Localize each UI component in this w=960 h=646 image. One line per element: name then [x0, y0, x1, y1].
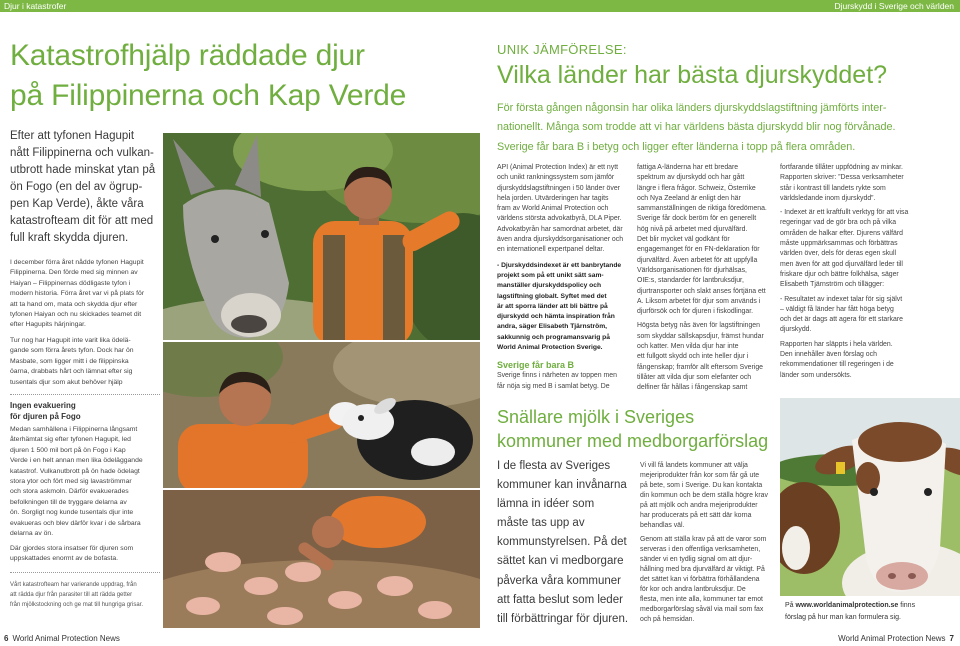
lead-line: I de flesta av Sveriges	[497, 460, 611, 472]
text-line: djurskydd och hämta inspiration från	[497, 313, 615, 321]
text-column-1	[497, 163, 633, 392]
text-line: Rapporten har släppts i hela världen.	[780, 340, 893, 348]
text-line: Vi vill få landets kommuner att välja	[640, 462, 748, 469]
text-line: Elisabeth Tjärnström och tillägger:	[780, 281, 885, 289]
text-line: Det blir mycket väl godkänt för	[637, 236, 730, 244]
dotted-divider	[10, 572, 160, 573]
text-line: även andra djurskyddsorganisationer och	[497, 236, 624, 244]
caption-line: förslag på hur man kan formulera sig.	[785, 614, 901, 621]
website-link[interactable]: www.worldanimalprotection.se	[795, 602, 899, 609]
text-line: Sverige finns i närheten av toppen men	[497, 372, 617, 380]
text-line: Där gjordes stora insatser för djuren som	[10, 545, 134, 552]
text-line: sänder vi en tydlig signal om att djur-	[640, 556, 753, 563]
text-line: djuren 1 500 mil bort på ön Fogo i Kap	[10, 446, 126, 454]
text-line: ett fullgott skydd och inte heller djur i	[637, 353, 749, 361]
cow-photo-caption	[785, 600, 915, 624]
column-paragraph	[780, 208, 955, 290]
text-line: hög nivå på arbetet med djurvälfärd.	[637, 225, 748, 233]
text-line: djurskydd.	[780, 326, 812, 334]
text-line: Rapporten skriver: ”Dessa verksamheter	[780, 174, 904, 182]
text-line: och på hemsidan.	[640, 616, 695, 623]
piglets-photo	[163, 490, 480, 628]
text-line: djurtransporter och slakt anses förtjäna ett	[637, 287, 766, 295]
text-line: lagstiftning globalt. Syftet med det	[497, 292, 607, 300]
text-line: I december förra året nådde tyfonen Hagupit	[10, 259, 144, 266]
page-number: 6	[4, 634, 9, 643]
title-line: Katastrofhjälp räddade djur	[10, 39, 365, 72]
text-line: rekommendationer till regeringen i de	[780, 361, 894, 369]
text-line: tillåter att vilda djur som elefanter och	[637, 373, 752, 381]
text-line: fångenskap; framför allt eftersom Sverige	[637, 363, 764, 371]
photo-caption	[10, 580, 162, 610]
text-line: behandlas väl.	[640, 522, 685, 529]
text-line: stora ytor och fört med sig lavaströmmar	[10, 478, 132, 486]
text-line: medborgarförslag såväl via mail som fax	[640, 606, 764, 613]
text-line: och Nya Zeeland är enligt den här	[637, 194, 741, 202]
caption-line: från mjölkstockning och ge mat till hungriga grisar.	[10, 602, 144, 608]
text-line: efter Hagupits härjningar.	[10, 321, 86, 329]
text-line: – väldigt få länder har fått höga betyg	[780, 305, 894, 313]
text-line: världens största advokatbyrå, DLA Piper.	[497, 215, 622, 223]
text-line: och stora askmoln. Därför evakuerades	[10, 488, 129, 496]
section-label-right: Djurskydd i Sverige och världen	[834, 1, 954, 11]
heading-line: kommuner med medborgarförslag	[497, 431, 769, 451]
text-line: men även för att god djurvälfärd leder till	[780, 260, 903, 268]
text-line: World Animal Protection Sverige.	[497, 344, 603, 352]
publication-name: World Animal Protection News	[838, 634, 946, 643]
text-line: återhämtat sig efter tyfonen Hagupit, led	[10, 436, 131, 444]
text-line: världen över, dels för deras egen skull	[780, 250, 897, 258]
column-paragraph	[640, 461, 776, 531]
text-line: Haiyan – Filippinernas dödligaste tyfon i	[10, 279, 131, 287]
text-line: gande som förra årets tyfon. Dock har ön	[10, 347, 134, 355]
text-line: öarna, drabbats hårt och lämnat efter sig	[10, 368, 133, 376]
text-line: A. Liksom arbetet för djur som används i	[637, 297, 761, 305]
lead-line: kommunstyrelsen. På det	[497, 536, 627, 549]
column-subheading: Sverige får bara B	[497, 360, 575, 371]
text-column-2	[637, 163, 777, 394]
article2-heading	[497, 405, 768, 453]
text-line: tyfonen Haiyan och nu skickades teamet dit	[10, 311, 142, 319]
caption-suffix: finns	[900, 602, 916, 609]
text-line: - Djurskyddsindexet är ett banbrytande	[497, 261, 622, 269]
text-line: står i kontrast till landets rykte som	[780, 184, 886, 192]
text-line: Verde i en helt annan men lika ödeläggande	[10, 457, 143, 465]
text-line: längre i flera frågor. Schweiz, Österrike	[637, 184, 756, 192]
article-intro	[497, 99, 896, 157]
text-line: OIE:s, standarder för lantbruksdjur,	[637, 277, 744, 285]
text-line: har producerats på ett sätt där korna	[640, 512, 752, 519]
text-line: din kommun och be dem ställa högre krav	[640, 492, 768, 499]
text-line: och katter. Men vilda djur har inte	[637, 343, 739, 351]
intro-line: nationellt. Många som trodde att vi har världens bästa djurskydd blir nog förvånade.	[497, 121, 896, 134]
article-heading: Vilka länder har bästa djurskyddet?	[497, 61, 888, 89]
text-line: och det är dags att agera för ett starkare	[780, 316, 903, 324]
text-line: världsledande inom djurskydd”.	[780, 194, 876, 202]
text-line: andra, säger Elisabeth Tjärnström,	[497, 323, 608, 331]
text-line: ön. Sorgligt nog kunde tusentals djur inte	[10, 509, 134, 517]
lead-line: sättet kan vi medborgare	[497, 555, 624, 568]
intro-line: Sverige får bara B i betyg och ligger efter länderna i topp på flera områden.	[497, 140, 856, 153]
title-line: på Filippinerna och Kap Verde	[10, 79, 407, 112]
intro-line: För första gången någonsin har olika länders djurskyddslagstiftning jämförts inter-	[497, 102, 887, 114]
intro-line: Efter att tyfonen Hagupit	[10, 130, 135, 142]
donkey-rescuer-photo	[163, 133, 480, 340]
text-line: API (Animal Protection Index) är ett nytt	[497, 164, 619, 171]
page-footer-left	[4, 634, 120, 644]
text-line: får nöja sig med B i samlat betyg. De	[497, 382, 610, 390]
intro-line: utbrott hade minskat ytan på	[10, 164, 156, 176]
intro-line: katastrofteam dit för att med	[10, 215, 154, 227]
column-paragraph	[637, 163, 777, 317]
section-header-bar	[0, 0, 960, 12]
text-column-3	[780, 163, 955, 381]
text-line: Sverige får dock beröm för en generellt	[637, 215, 757, 223]
column-quote	[497, 261, 633, 354]
column-paragraph	[780, 340, 955, 381]
text-line: fram av World Animal Protection och	[497, 205, 609, 213]
text-line: en internationell expertpanel deltar.	[497, 246, 605, 254]
text-line: regeringar vad de gör bra och på vilka	[780, 219, 897, 227]
text-line: serveras i den offentliga verksamheten,	[640, 546, 761, 553]
text-line: - Resultatet av indexet talar för sig självt	[780, 295, 903, 303]
text-line: som skyddar sällskapsdjur, främst hundar	[637, 332, 764, 340]
text-line: är att sporra länder att bli bättre på	[497, 302, 608, 310]
dotted-divider	[10, 394, 160, 395]
lead-line: påverka våra kommuner	[497, 574, 621, 587]
text-line: på att mjölk och andra mejeriprodukter	[640, 502, 758, 509]
article-intro	[10, 128, 162, 247]
column-paragraph	[497, 371, 633, 392]
text-line: sakkunnig och programansvarig på	[497, 333, 610, 341]
caption-line: att rädda djur från parasiter till att rädda getter	[10, 592, 133, 598]
text-line: Medan samhällena i Filippinerna långsamt	[10, 426, 138, 433]
text-line: för kor och andra lantbruksdjur. De	[640, 586, 746, 593]
caption-prefix: På	[785, 602, 794, 609]
cow-photo	[780, 398, 960, 596]
article-kicker: UNIK JÄMFÖRELSE:	[497, 42, 627, 57]
text-line: engagemanget för en FN-deklaration för	[637, 246, 760, 254]
text-line: djurskyddslagstiftningen i 50 länder över	[497, 184, 620, 192]
text-line: sammanställningen de riktiga föredömena.	[637, 205, 767, 213]
text-line: projekt som på ett unikt sätt sam-	[497, 271, 604, 279]
text-line: Masbate, som ligger mitt i de filippinska	[10, 357, 129, 365]
text-line: mejeriprodukter från kor som får gå ute	[640, 472, 760, 479]
publication-name: World Animal Protection News	[12, 634, 120, 643]
text-line: delfiner får hållas i fångenskap samt	[637, 384, 748, 392]
text-line: modern historia. Förra året var vi på plats för	[10, 290, 145, 298]
text-line: friskare djur och bättre folkhälsa, säger	[780, 270, 899, 278]
heading-line: Snällare mjölk i Sveriges	[497, 407, 695, 427]
body-paragraph-4	[10, 544, 162, 565]
text-line: Genom att ställa krav på att de varor som	[640, 536, 767, 543]
text-line: områden de halkar efter. Djurens välfärd	[780, 229, 903, 237]
text-line: flesta, men inte alla, kommuner tar emot	[640, 596, 763, 603]
lead-line: lämna in idéer som	[497, 498, 595, 511]
text-line: Tur nog har Hagupit inte varit lika ödelä-	[10, 337, 131, 344]
intro-line: full kraft skydda djuren.	[10, 232, 129, 244]
column-paragraph	[640, 535, 776, 625]
text-line: på bete, som i Sverige. Du kan kontakta	[640, 482, 763, 489]
column-paragraph	[780, 163, 955, 204]
text-line: - Indexet är ett kraftfullt verktyg för att visa	[780, 209, 909, 217]
lead-line: till förbättringar för djuren.	[497, 612, 629, 625]
text-line: länder som undersökts.	[780, 371, 852, 379]
column-paragraph	[497, 163, 633, 256]
caption-line	[785, 600, 915, 612]
text-line: befolkningen till de tryggare delarna av	[10, 498, 127, 506]
text-line: det sättet kan vi förbättra förhållandena	[640, 576, 760, 583]
text-line: måste uppmärksammas och förbättras	[780, 240, 898, 248]
goat-rescuer-photo	[163, 342, 480, 488]
lead-line: kommuner kan invånarna	[497, 479, 627, 492]
text-line: Advokatbyrån har samordnat arbetet, där	[497, 225, 623, 233]
lead-line: att fatta beslut som leder	[497, 593, 623, 606]
text-line: djurvälfärd. Även arbetet för att uppfylla	[637, 256, 758, 264]
text-line: evakueras och blev därför kvar i de sårbara	[10, 519, 141, 527]
text-line: uppskattades enormt av de bofasta.	[10, 555, 119, 563]
text-line: spektrum av djurskydd och har gått	[637, 174, 745, 182]
body-paragraph-1	[10, 258, 162, 331]
text-line: delarna av ön.	[10, 530, 54, 538]
text-line: Filippinerna. Den förde med sig minnen av	[10, 269, 138, 277]
caption-line: Vårt katastrofteam har varierande uppdrag, från	[10, 582, 137, 588]
text-line: fortfarande tillåter uppfödning av minkar.	[780, 164, 903, 171]
text-line: Högsta betyg nås även för lagstiftningen	[637, 322, 760, 330]
text-line: manställer djurskyddspolicy och	[497, 282, 602, 290]
text-line: och unikt rankningssystem som jämför	[497, 174, 615, 182]
text-line: Den innehåller även förslag och	[780, 351, 877, 359]
text-line: hållning med bra djurvälfärd är viktigt. På	[640, 566, 765, 573]
subheading-line: för djuren på Fogo	[10, 412, 81, 421]
column-paragraph	[637, 321, 777, 393]
column-paragraph	[780, 295, 955, 336]
page-number: 7	[949, 634, 954, 643]
body-paragraph-2	[10, 336, 162, 388]
intro-line: ön Fogo (en del av ögrup-	[10, 181, 143, 193]
text-line: katastrof. Vulkanutbrott på ön hade ödelagt	[10, 467, 140, 475]
body-paragraph-3	[10, 425, 162, 539]
article2-body	[640, 461, 776, 625]
subheading-fogo	[10, 400, 162, 422]
page-footer-right	[838, 634, 954, 644]
lead-line: måste tas upp av	[497, 517, 585, 530]
text-line: Världsorganisationen för djurhälsas,	[637, 266, 747, 274]
text-line: hela jorden. Utvärderingen har tagits	[497, 194, 609, 202]
article2-lead	[497, 457, 628, 629]
text-line: tusentals djur som akut behöver hjälp	[10, 378, 123, 386]
text-line: djurförsök och för djuren i fiskodlingar.	[637, 308, 754, 316]
subheading-line: Ingen evakuering	[10, 401, 76, 410]
intro-line: pen Kap Verde), åkte våra	[10, 198, 144, 210]
text-line: fattiga A-länderna har ett bredare	[637, 164, 739, 171]
intro-line: nått Filippinerna och vulkan-	[10, 147, 154, 159]
article-title	[10, 36, 406, 116]
text-line: att ta hand om, mata och skydda djur efter	[10, 300, 138, 308]
section-label-left: Djur i katastrofer	[4, 1, 67, 11]
